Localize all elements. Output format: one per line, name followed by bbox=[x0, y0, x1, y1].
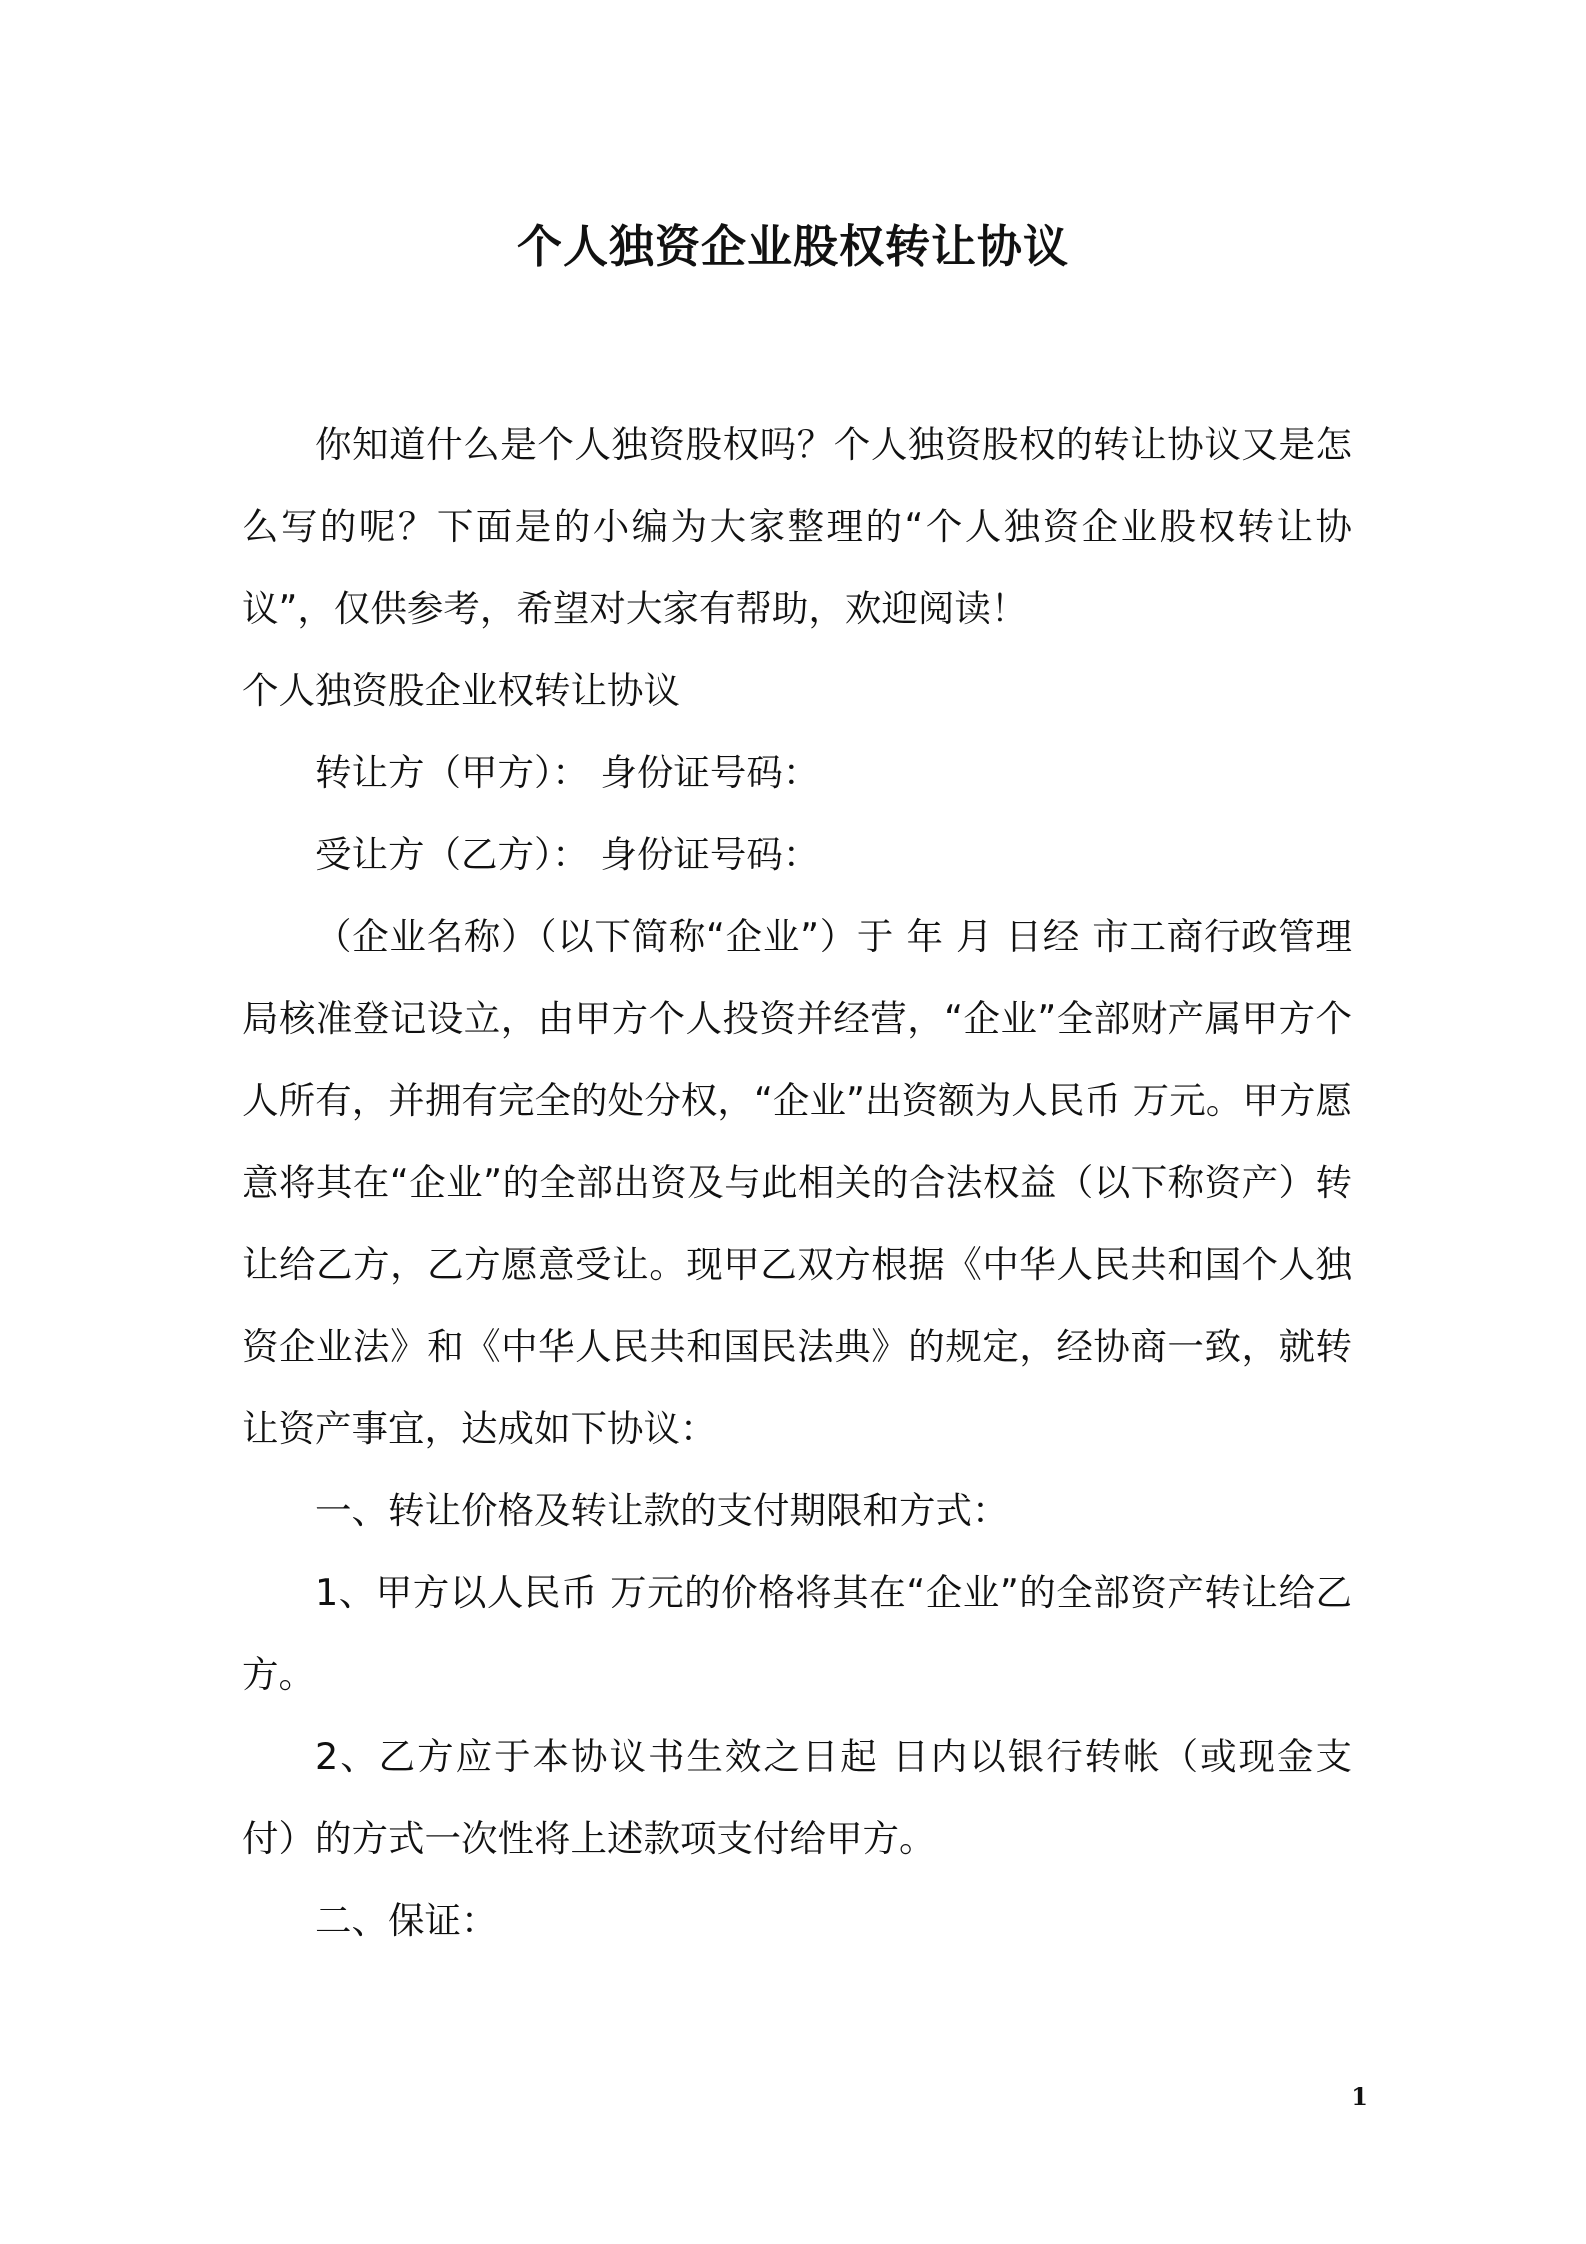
section-heading-price: 一、转让价格及转让款的支付期限和方式： bbox=[315, 1489, 1009, 1532]
clause-2: 2、乙方应于本协议书生效之日起 日内以银行转帐（或现金支付）的方式一次性将上述款项支付给甲方。 bbox=[242, 1735, 1352, 1860]
page-number: 1 bbox=[1351, 2082, 1368, 2111]
section-heading-guarantee: 二、保证： bbox=[315, 1899, 498, 1942]
document-body bbox=[242, 404, 1352, 1962]
intro-paragraph: 你知道什么是个人独资股权吗？个人独资股权的转让协议又是怎么写的呢？下面是的小编为大家整理的“个人独资企业股权转让协议”，仅供参考，希望对大家有帮助，欢迎阅读！ bbox=[242, 423, 1352, 630]
transferor-line: 转让方（甲方）： 身份证号码： bbox=[315, 751, 820, 794]
transferee-line: 受让方（乙方）： 身份证号码： bbox=[315, 833, 820, 876]
background-paragraph: （企业名称）（以下简称“企业”）于 年 月 日经 市工商行政管理局核准登记设立，由甲方个人投资并经营，“企业”全部财产属甲方个人所有，并拥有完全的处分权，“企业”出资额为人民币 万元。甲方愿意将其在“企业”的全部出资及与此相关的合法权益（以下称资产）转让给乙方，乙方愿意受让。现甲乙双方根据《中华人民共和国个人独资企业法》和《中华人民共和国民法典》的规定，经协商一致，就转让资产事宜，达成如下协议： bbox=[242, 915, 1352, 1450]
agreement-subtitle: 个人独资股企业权转让协议 bbox=[242, 669, 680, 712]
clause-1: 1、甲方以人民币 万元的价格将其在“企业”的全部资产转让给乙方。 bbox=[242, 1571, 1352, 1696]
document-title: 个人独资企业股权转让协议 bbox=[516, 220, 1069, 273]
